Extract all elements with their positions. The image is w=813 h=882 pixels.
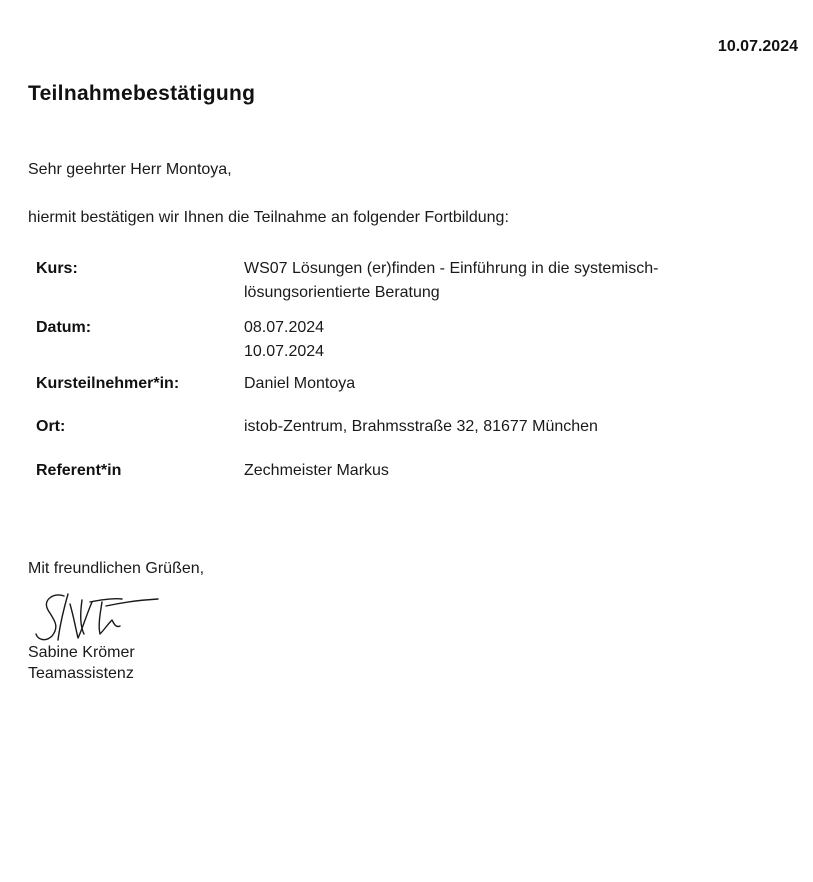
participant-row — [36, 372, 776, 415]
signer-name: Sabine Krömer — [28, 644, 135, 661]
speaker-value: Zechmeister Markus — [244, 462, 389, 479]
course-value — [244, 257, 776, 316]
date-end: 10.07.2024 — [244, 343, 325, 360]
salutation: Sehr geehrter Herr Montoya, — [28, 161, 232, 178]
intro-text: hiermit bestätigen wir Ihnen die Teilnahme an folgender Fortbildung: — [28, 209, 509, 226]
document-title: Teilnahmebestätigung — [28, 82, 256, 105]
date-start: 08.07.2024 — [244, 319, 325, 336]
date-label: Datum: — [36, 319, 92, 336]
speaker-row — [36, 459, 776, 483]
closing-text: Mit freundlichen Grüßen, — [28, 560, 205, 577]
course-line-1: WS07 Lösungen (er)finden - Einführung in die systemisch- — [244, 260, 659, 277]
participant-label: Kursteilnehmer*in: — [36, 375, 180, 392]
location-row — [36, 415, 776, 459]
location-label: Ort: — [36, 418, 66, 435]
location-value: istob-Zentrum, Brahmsstraße 32, 81677 München — [244, 418, 598, 435]
date-row — [36, 316, 776, 372]
course-details-table — [36, 257, 776, 483]
signer-block — [28, 642, 135, 684]
course-line-2: lösungsorientierte Beratung — [244, 284, 440, 301]
handwritten-signature — [34, 590, 164, 646]
speaker-label: Referent*in — [36, 462, 122, 479]
document-date: 10.07.2024 — [717, 38, 798, 55]
course-row — [36, 257, 776, 316]
date-value — [244, 316, 776, 372]
signer-role: Teamassistenz — [28, 665, 134, 682]
course-label: Kurs: — [36, 260, 78, 277]
participant-value: Daniel Montoya — [244, 375, 356, 392]
